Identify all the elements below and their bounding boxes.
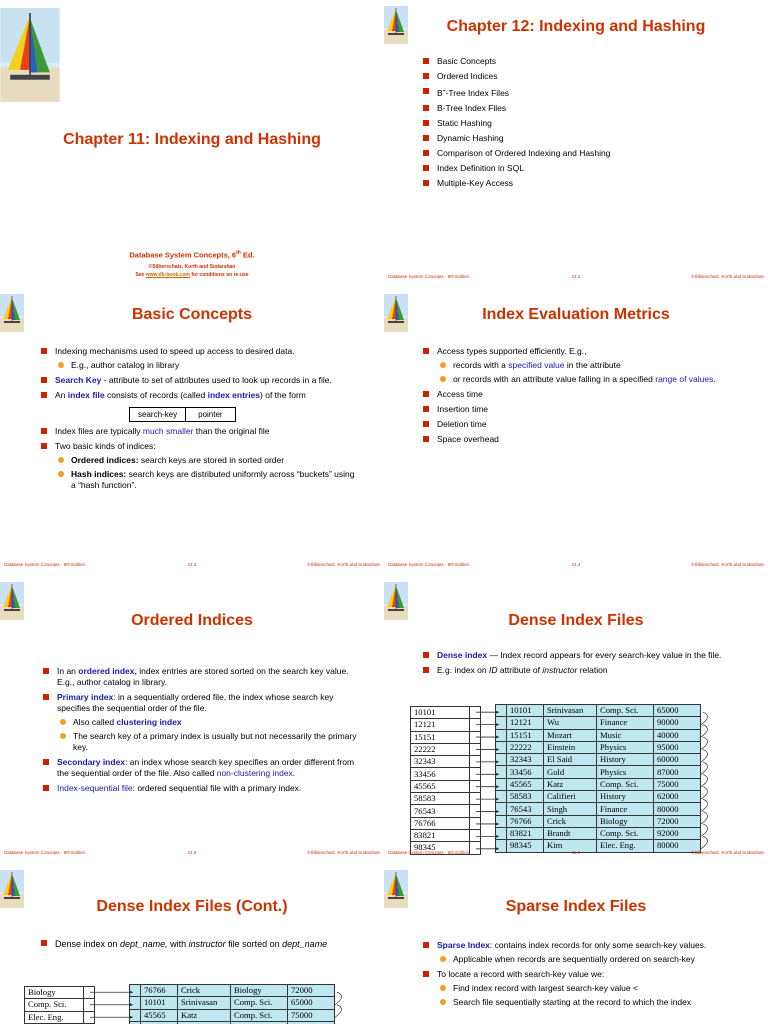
name-cell: Crick	[544, 815, 597, 827]
slide-index-evaluation-metrics	[384, 288, 768, 576]
id-cell: 12121	[507, 717, 544, 729]
salary-cell: 95000	[654, 741, 701, 753]
name-cell: Gold	[544, 766, 597, 778]
bullet: Sparse Index: contains index records for only some search-key values. Applicable when records are sequentially ordered on search-key	[420, 940, 740, 965]
reuse-note: See www.db-book.com for conditions on re-use	[135, 272, 249, 278]
arrow-head	[495, 810, 499, 814]
bullet: Two basic kinds of indices: Ordered indices: search keys are stored in sorted order Hash indices: search keys are distributed uniformly across “buckets” using a “hash function”.	[38, 441, 358, 491]
outline-item: Ordered Indices	[420, 71, 760, 82]
index-pointer-arrows	[410, 704, 762, 852]
sub-bullet: The search key of a primary index is usually but not necessarily the primary key.	[57, 731, 362, 753]
bullet: An index file consists of records (called index entries) of the form search-key pointer	[38, 390, 358, 422]
id-cell: 33456	[507, 766, 544, 778]
arrow-head	[495, 760, 499, 764]
sailboat-logo-icon	[0, 8, 60, 102]
name-cell: El Said	[544, 754, 597, 766]
id-cell: 83821	[507, 827, 544, 839]
record-chain-arrow	[701, 787, 708, 799]
outline-item: Basic Concepts	[420, 56, 760, 67]
id-cell: 98345	[507, 840, 544, 852]
bullet: Insertion time	[420, 404, 730, 415]
index-key-cell: 32343	[411, 756, 470, 768]
salary-cell: 87000	[654, 766, 701, 778]
name-cell: Singh	[544, 803, 597, 815]
dept-cell: Comp. Sci.	[597, 827, 654, 839]
dept-cell: Biology	[231, 985, 288, 997]
bullet: In an ordered index, index entries are stored sorted on the search key value. E.g., author catalog in library.	[40, 666, 362, 688]
record-chain-arrow	[701, 812, 708, 824]
bullet-list	[38, 938, 348, 954]
salary-cell: 75000	[288, 1009, 335, 1021]
dense-index-deptname-diagram	[24, 984, 376, 1024]
index-key-cell: Elec. Eng.	[25, 1011, 84, 1023]
id-cell: 45565	[141, 1009, 178, 1021]
record-chain-arrow	[701, 774, 708, 786]
slide-footer: Database System Concepts - 6th Edition 11.5 ©Silberschatz, Korth and Sudarshan	[4, 850, 380, 855]
index-key-cell: 76543	[411, 805, 470, 817]
arrow-head	[129, 990, 133, 994]
bullet: Index-sequential file: ordered sequential file with a primary index.	[40, 783, 362, 794]
slide-footer: Database System Concepts - 6th Edition 11.6 ©Silberschatz, Korth and Sudarshan	[388, 850, 764, 855]
sub-bullet: Ordered indices: search keys are stored in sorted order	[55, 455, 358, 466]
dense-index-diagram	[410, 704, 762, 852]
id-cell: 58583	[507, 791, 544, 803]
dept-cell: Finance	[597, 717, 654, 729]
record-chain-arrow	[701, 836, 708, 848]
bullet-list	[420, 940, 740, 1012]
arrow-head	[495, 772, 499, 776]
chapter-title: Chapter 11: Indexing and Hashing	[63, 131, 321, 148]
slide-title: Ordered Indices	[131, 612, 253, 629]
slide-footer: Database System Concepts - 6th Edition 11.3 ©Silberschatz, Korth and Sudarshan	[4, 562, 380, 567]
bullet: Dense index on dept_name, with instructor file sorted on dept_name	[38, 938, 348, 950]
name-cell: Crick	[178, 985, 231, 997]
id-cell: 45565	[507, 778, 544, 790]
bullet: Deletion time	[420, 419, 730, 430]
salary-cell: 65000	[654, 705, 701, 717]
bullet-list	[38, 346, 358, 495]
arrow-head	[495, 747, 499, 751]
outline-item: B-Tree Index Files	[420, 103, 760, 114]
index-key-cell: 45565	[411, 780, 470, 792]
index-key-cell: Biology	[25, 987, 84, 999]
id-cell: 76543	[507, 803, 544, 815]
arrow-head	[129, 1003, 133, 1007]
slide-title: Dense Index Files	[508, 612, 644, 629]
arrow-head	[495, 735, 499, 739]
bullet-list	[420, 346, 730, 449]
salary-cell: 80000	[654, 803, 701, 815]
bullet: Index files are typically much smaller than the original file	[38, 426, 358, 437]
bullet: Search Key - attribute to set of attributes used to look up records in a file.	[38, 375, 358, 386]
index-key-cell: 15151	[411, 731, 470, 743]
name-cell: Mozart	[544, 729, 597, 741]
dept-cell: Comp. Sci.	[597, 778, 654, 790]
copyright: ©Silberschatz, Korth and Sudarshan	[148, 264, 236, 270]
sub-bullet: Search file sequentially starting at the record to which the index	[437, 997, 740, 1008]
dept-cell: Biology	[597, 815, 654, 827]
bullet: Indexing mechanisms used to speed up access to desired data. E.g., author catalog in library	[38, 346, 358, 371]
dept-cell: Comp. Sci.	[597, 705, 654, 717]
name-cell: Srinivasan	[544, 705, 597, 717]
salary-cell: 60000	[654, 754, 701, 766]
id-cell: 76766	[141, 985, 178, 997]
salary-cell: 40000	[654, 729, 701, 741]
dept-cell: Physics	[597, 741, 654, 753]
slide-chapter12-outline	[384, 0, 768, 288]
index-key-cell: 10101	[411, 707, 470, 719]
outline-list	[420, 56, 760, 193]
arrow-head	[495, 710, 499, 714]
id-cell: 22222	[507, 741, 544, 753]
salary-cell: 72000	[654, 815, 701, 827]
slide-title: Index Evaluation Metrics	[482, 306, 670, 323]
index-key-cell: 12121	[411, 719, 470, 731]
slide-title: Basic Concepts	[131, 306, 253, 323]
arrow-head	[495, 797, 499, 801]
arrow-head	[129, 1015, 133, 1019]
pointer-box: pointer	[186, 407, 235, 422]
name-cell: Kim	[544, 840, 597, 852]
dept-cell: Music	[597, 729, 654, 741]
slide-basic-concepts	[0, 288, 384, 576]
index-pointer-arrows	[24, 984, 376, 1024]
salary-cell: 65000	[288, 997, 335, 1009]
sub-bullet: Hash indices: search keys are distributed uniformly across “buckets” using a “hash function”.	[55, 469, 358, 491]
name-cell: Califieri	[544, 791, 597, 803]
index-key-cell: Comp. Sci.	[25, 999, 84, 1011]
salary-cell: 62000	[654, 791, 701, 803]
slide-footer: Database System Concepts - 6th Edition 11.4 ©Silberschatz, Korth and Sudarshan	[388, 562, 764, 567]
salary-cell: 75000	[654, 778, 701, 790]
salary-cell: 80000	[654, 840, 701, 852]
arrow-head	[495, 723, 499, 727]
index-key-cell: 83821	[411, 829, 470, 841]
name-cell: Katz	[544, 778, 597, 790]
sub-bullet: Applicable when records are sequentially ordered on search-key	[437, 954, 740, 965]
slide-dense-index-files-cont	[0, 864, 384, 1024]
dept-cell: Comp. Sci.	[231, 997, 288, 1009]
slide-title-chapter11	[0, 0, 384, 288]
name-cell: Wu	[544, 717, 597, 729]
outline-item: Index Definition in SQL	[420, 163, 760, 174]
record-chain-arrow	[701, 737, 708, 749]
dept-cell: Physics	[597, 766, 654, 778]
outline-item: B+-Tree Index Files	[420, 86, 760, 99]
index-key-cell: 76766	[411, 817, 470, 829]
sub-bullet: records with a specified value in the attribute	[437, 360, 730, 371]
salary-cell: 92000	[654, 827, 701, 839]
bullet-list	[420, 650, 730, 680]
id-cell: 32343	[507, 754, 544, 766]
slide-sparse-index-files	[384, 864, 768, 1024]
bullet: Secondary index: an index whose search key specifies an order different from the sequential order of the file. Also called non-clustering index.	[40, 757, 362, 779]
name-cell: Srinivasan	[178, 997, 231, 1009]
index-key-cell: 22222	[411, 743, 470, 755]
db-book-link[interactable]: www.db-book.com	[145, 272, 190, 278]
search-key-box: search-key	[129, 407, 186, 422]
outline-item: Static Hashing	[420, 118, 760, 129]
record-chain-arrow	[701, 725, 708, 737]
sub-bullet: Also called clustering index	[57, 717, 362, 728]
name-cell: Katz	[178, 1009, 231, 1021]
record-chain-arrow	[701, 749, 708, 761]
dept-cell: History	[597, 791, 654, 803]
salary-cell: 90000	[654, 717, 701, 729]
name-cell: Brandt	[544, 827, 597, 839]
bullet: Dense index — Index record appears for every search-key value in the file.	[420, 650, 730, 661]
bullet: Primary index: in a sequentially ordered file, the index whose search key specifies the sequential order of the file. Also called clustering index The search key of a primary index is usually but not necessarily the primary key.	[40, 692, 362, 753]
salary-cell: 72000	[288, 985, 335, 997]
book-edition: Database System Concepts, 6th Ed.	[129, 250, 255, 260]
arrow-head	[495, 822, 499, 826]
outline-item: Multiple-Key Access	[420, 178, 760, 189]
record-chain-arrow	[701, 762, 708, 774]
bullet: Space overhead	[420, 434, 730, 445]
outline-item: Dynamic Hashing	[420, 133, 760, 144]
outline-item: Comparison of Ordered Indexing and Hashing	[420, 148, 760, 159]
index-key-cell: 58583	[411, 793, 470, 805]
arrow-head	[495, 834, 499, 838]
index-key-cell: 98345	[411, 842, 470, 854]
name-cell: Einstein	[544, 741, 597, 753]
arrow-head	[495, 785, 499, 789]
slide-title: Chapter 12: Indexing and Hashing	[446, 18, 706, 35]
id-cell: 10101	[141, 997, 178, 1009]
sub-bullet: E.g., author catalog in library	[55, 360, 358, 371]
slide-title: Sparse Index Files	[505, 898, 647, 915]
id-cell: 76766	[507, 815, 544, 827]
bullet-list	[40, 666, 362, 798]
record-chain-arrow	[335, 1005, 342, 1018]
slide-dense-index-files	[384, 576, 768, 864]
dept-cell: Comp. Sci.	[231, 1009, 288, 1021]
slide-ordered-indices	[0, 576, 384, 864]
dept-cell: Finance	[597, 803, 654, 815]
id-cell: 15151	[507, 729, 544, 741]
slide-title: Dense Index Files (Cont.)	[96, 898, 288, 915]
record-chain-arrow	[701, 712, 708, 724]
bullet: E.g. index on ID attribute of instructor relation	[420, 665, 730, 676]
bullet: Access types supported efficiently. E.g., records with a specified value in the attribute or records with an attribute value falling in a specified range of values.	[420, 346, 730, 385]
dept-cell: History	[597, 754, 654, 766]
record-chain-arrow	[335, 992, 342, 1005]
sub-bullet: Find index record with largest search-key value <	[437, 983, 740, 994]
dept-cell: Elec. Eng.	[597, 840, 654, 852]
id-cell: 10101	[507, 705, 544, 717]
index-key-cell: 33456	[411, 768, 470, 780]
bullet: To locate a record with search-key value we: Find index record with largest search-key value < Search file sequentially starting at the record to which the index	[420, 969, 740, 1008]
slide-footer: Database System Concepts - 6th Edition 11.2 ©Silberschatz, Korth and Sudarshan	[388, 274, 764, 279]
record-chain-arrow	[701, 824, 708, 836]
record-chain-arrow	[701, 799, 708, 811]
bullet: Access time	[420, 389, 730, 400]
index-entry-diagram	[129, 407, 358, 422]
sub-bullet: or records with an attribute value falling in a specified range of values.	[437, 374, 730, 385]
